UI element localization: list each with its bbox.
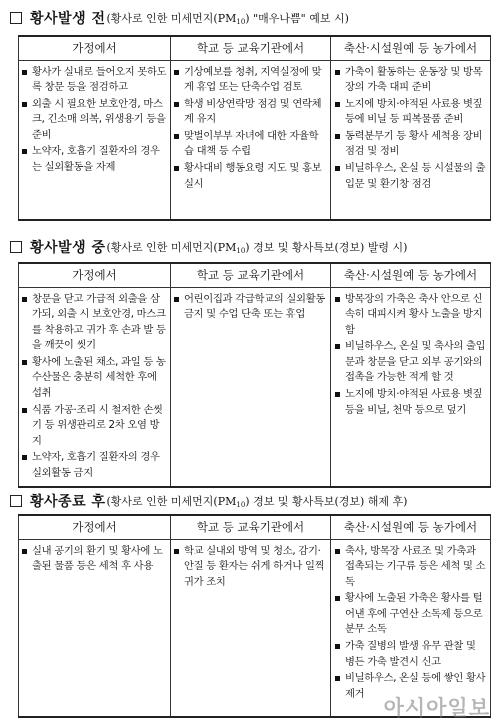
cell-school bbox=[171, 60, 331, 220]
header-home: 가정에서 bbox=[19, 263, 171, 287]
cell-farm bbox=[331, 60, 491, 220]
list-item: 노약자, 호흡기 질환자의 경우 실외활동 금지 bbox=[21, 450, 167, 481]
list-item: 황사에 노출된 채소, 과일 등 농수산물은 충분히 세척한 후에 섭취 bbox=[21, 355, 167, 402]
list-item: 학생 비상연락망 점검 및 연락체계 유지 bbox=[173, 97, 327, 128]
header-school: 학교 등 교육기관에서 bbox=[171, 515, 331, 539]
list-item: 축사, 방목장 사료조 및 가축과 접촉되는 기구류 등은 세척 및 소독 bbox=[334, 544, 487, 591]
header-farm: 축산·시설원예 등 농가에서 bbox=[331, 515, 491, 539]
list-item: 어린이집과 각급학교의 실외활동 금지 및 수업 단축 또는 휴업 bbox=[173, 292, 327, 323]
list-item: 비닐하우스, 온실 및 축사의 출입문과 창문을 닫고 외부 공기와의 접촉을 가능한 적게 할 것 bbox=[334, 339, 487, 386]
section-title: 황사발생 전 bbox=[30, 11, 106, 27]
section-subtitle-tail: ) 경보 및 황사특보(경보) 발령 시) bbox=[245, 241, 408, 254]
header-home: 가정에서 bbox=[19, 36, 171, 60]
cell-home bbox=[19, 60, 171, 220]
header-home: 가정에서 bbox=[19, 515, 171, 539]
cell-home bbox=[19, 287, 171, 487]
checkbox-square-icon bbox=[10, 241, 22, 253]
list-item: 방목장의 가축은 축사 안으로 신속히 대피시켜 황사 노출을 방지함 bbox=[334, 292, 487, 339]
header-school: 학교 등 교육기관에서 bbox=[171, 263, 331, 287]
list-item: 실내 공기의 환기 및 황사에 노출된 물품 등은 세척 후 사용 bbox=[21, 544, 167, 575]
list-item: 비닐하우스, 온실 등에 쌓인 황사 제거 bbox=[334, 671, 487, 702]
list-item: 기상예보를 청취, 지역실정에 맞게 휴업 또는 단축수업 검토 bbox=[173, 65, 327, 96]
list-item: 비닐하우스, 온실 등 시설물의 출입문 및 환기창 점검 bbox=[334, 161, 487, 192]
list-item: 노지에 방치·야적된 사료용 볏짚 등을 비닐, 천막 등으로 덮기 bbox=[334, 387, 487, 418]
pm-subscript: 10 bbox=[236, 501, 246, 509]
header-farm: 축산·시설원예 등 농가에서 bbox=[331, 263, 491, 287]
section-title: 황사종료 후 bbox=[30, 494, 106, 510]
list-item: 노약자, 호흡기 질환자의 경우는 실외활동을 자제 bbox=[21, 144, 167, 175]
list-item: 맞벌이부부 자녀에 대한 자율학습 대책 등 수립 bbox=[173, 129, 327, 160]
header-farm: 축산·시설원예 등 농가에서 bbox=[331, 36, 491, 60]
publisher-watermark: 아시아일보 bbox=[383, 696, 490, 720]
section-title: 황사발생 중 bbox=[30, 240, 106, 256]
list-item: 창문을 닫고 가급적 외출을 삼가되, 외출 시 보호안경, 마스크를 착용하고 귀가 후 손과 발 등을 깨끗이 씻기 bbox=[21, 292, 167, 354]
section-heading-during bbox=[10, 236, 492, 258]
section-subtitle: (황사로 인한 미세먼지(PM bbox=[106, 241, 237, 254]
list-item: 가축 질병의 발생 유무 관찰 및 병든 가축 발견시 신고 bbox=[334, 639, 487, 670]
section-subtitle: (황사로 인한 미세먼지(PM bbox=[106, 12, 237, 25]
list-item: 식품 가공·조리 시 철저한 손씻기 등 위생관리로 2차 오염 방지 bbox=[21, 403, 167, 450]
pm-subscript: 10 bbox=[236, 247, 246, 255]
list-item: 외출 시 필요한 보호안경, 마스크, 긴소매 의복, 위생용기 등을 준비 bbox=[21, 97, 167, 144]
section-heading-before bbox=[10, 7, 492, 29]
table-after bbox=[18, 514, 491, 718]
table-during bbox=[18, 262, 491, 488]
section-subtitle-tail: ) "매우나쁨" 예보 시) bbox=[245, 12, 349, 25]
checkbox-square-icon bbox=[10, 12, 22, 24]
list-item: 황사에 노출된 가축은 황사를 털어낸 후에 구연산 소독제 등으로 분무 소독 bbox=[334, 591, 487, 638]
list-item: 가축이 활동하는 운동장 및 방목장의 가축 대피 준비 bbox=[334, 65, 487, 96]
list-item: 황사가 실내로 들어오지 못하도록 창문 등을 점검하고 bbox=[21, 65, 167, 96]
list-item: 동력분무기 등 황사 세척용 장비 점검 및 정비 bbox=[334, 129, 487, 160]
cell-farm bbox=[331, 287, 491, 487]
cell-farm bbox=[331, 539, 491, 717]
pm-subscript: 10 bbox=[236, 18, 246, 26]
checkbox-square-icon bbox=[10, 495, 22, 507]
list-item: 노지에 방치·야적된 사료용 볏짚 등에 비닐 등 피복물품 준비 bbox=[334, 97, 487, 128]
section-heading-after bbox=[10, 490, 492, 512]
list-item: 학교 실내외 방역 및 청소, 감기·안질 등 환자는 쉬게 하거나 일찍 귀가 조치 bbox=[173, 544, 327, 591]
section-subtitle-tail: ) 경보 및 황사특보(경보) 해제 후) bbox=[245, 495, 408, 508]
cell-home bbox=[19, 539, 171, 717]
table-before bbox=[18, 35, 491, 221]
list-item: 황사대비 행동요령 지도 및 홍보 실시 bbox=[173, 161, 327, 192]
header-school: 학교 등 교육기관에서 bbox=[171, 36, 331, 60]
cell-school bbox=[171, 539, 331, 717]
section-subtitle: (황사로 인한 미세먼지(PM bbox=[106, 495, 237, 508]
cell-school bbox=[171, 287, 331, 487]
